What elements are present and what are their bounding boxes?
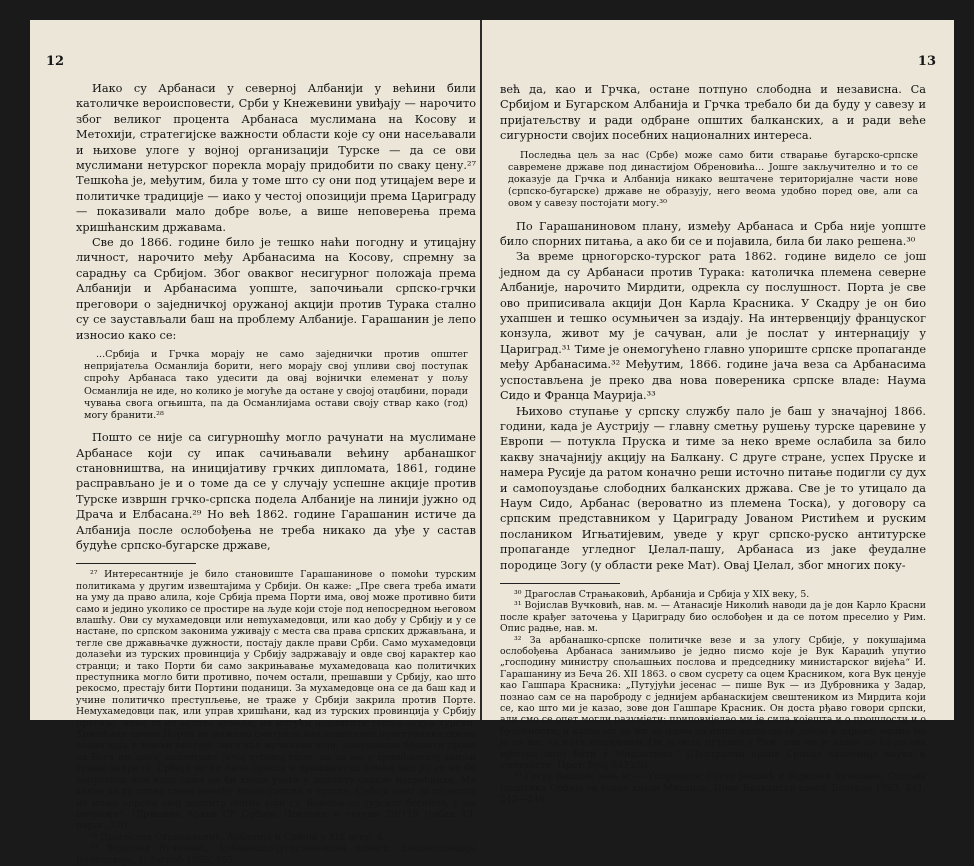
block-quote: Последња цељ за нас (Србе) може само бити стварање бугарско-српске савремене државе под династијом Обреновића... Јошге закључително и то се доказује да Грчка и Албанија никако вештачене територијалне части нове (српско-бугарске) државе не образују, него веома удобно поред ове, али са овом у савезу постојати могу.³⁰ [508,149,918,210]
paragraph: Пошто се није са сигурношћу могло рачунати на муслимане Арбанасе који су ипак сачињавали већину арбанашког становништва, на иницијативу грчких дипломата, 1861, године расправљано је и о томе да се у случају успешне акције против Турске извршн грчко-српска подела Албаније на линији јужно од Драча и Елбасана.²⁹ Но већ 1862. године Гарашанин истиче да Албанија после ослобођења не треба никако да уђе у састав будуће српско-бугарске државе, [76,431,476,552]
paragraph: Иако су Арбанаси у северној Албанији у већини били католичке вероисповести, Срби у Кнежевини увиђају — нарочито због великог процента Арбанаса муслимана на Косову и Метохији, стратегијске важности области које су они насељавали и њихове улоге у војној организацији Турске — да се ови муслимани нетурског порекла морају придобити по сваку цену.²⁷ Тешкоћа је, међутим, била у томе што су они под утицајем вере и политичке традиције — иако у честој опозицији према Цариграду — показивали мало добре воље, а више неповерења према хришћанским државама. [76,82,476,234]
page-number: 12 [46,54,65,69]
footnote: ²⁹ Војислав Вучковић, Арбанашко-југословенски односи. Енциклопедија Југославије, 1. Загреб 1955, 157. [76,843,476,866]
footnote: ³⁰ Драгослав Страњаковић, Арбанија и Србија у XIX веку, 5. [514,588,810,600]
block-quote: ...Србија и Грчка морају не само заједнички против општег непријатеља Османлија борити, него морају свој упливи свој поступак спроћу Арбанаса тако удесити да овај војнички елеменат у пољу Османлија не иде, но колико је могуће да остане у својој отаџбини, поради чувања свога огњишта, па да Османлијама остави своју ствар како (год) могу бранити.²⁸ [84,348,468,421]
page-number: 13 [917,54,936,69]
right-page-body [500,82,926,806]
footnote: ²⁷ Интересантније је било становиште Гарашанинове о помоћи турским политикама у другим извештајима у Србији. Он каже: „Пре свега треба имати на уму да право алила, које Србија према Порти има, овој може противно бити само и једино уколико се простире на људе који стоје под непосредном његовом влашћу. Ови су мухамедовци или неmухамедовци, или као добу у Србију и у се настане, по српском законима уживају с места сва права српских држављана, и теглe све државњачке дужности, постају дакле прави Срби. Само мухамедовци долазећи из турских провинција у Србију задржавају и овде свој карактер као странци; и тако Порти би само закрињавање мухамедоваца као политичких преступника могло бити противно, почем остали, прешавши у Србију, као што рекосмо, престају бити Портини поданици. За мухамедовце она се да баш кад и учине политичко преступљење, не траже у Србији закрила против Порте. Немухамедовци пак, или управ хришћани, кад из турских провинција у Србију прелазе, чине то из велике невоље, не могући поднисити тешки зулум турски. Хришћане према Порти не можемо сматрати као политичке преступнике према влади која у земљи постоји, него као мученике који, покушавши бранити права од Бога им дана, подлегоше јачој суровој сили, па од ње у хришћанској земљи траже закрила. Србија не би била српска и хришћанска земља кад јој се не би допустило или када сама не би хтела узети у заштиту овакве несрећнике. Ма какве да су тесне свезе између владе српске и турске, Србија опет за то нигда не може одрећи овај заштиту онима који су, бежећи од турског беснила, у ње потраже“. (Државни Архив СР Србије. Поклони и откупи 39/119 (габак 13, параг. XII). [76,569,476,832]
footnote-rule [76,563,196,564]
paragraph: За време црногорско-турског рата 1862. године видело се још једном да су Арбанаси против Турака: католичка племена северне Албаније, нарочито Мирдити, одрекла су послушност. Порта је све ово приписивала акцији Дон Карла Красника. У Скадру је он био ухапшен и тешко осумњичен за издају. На интервенцију француског конзула, живот му је сачуван, али је послат у интернацију у Цариград.³¹ Тиме је онемогућено главно упориште српске пропаганде међу Арбанасима.³² Међутим, 1866. године јача веза са Арбанасима успостављена је преко два нова повереника српске владе: Наума Сидо и Франца Маурија.³³ [500,250,926,403]
paragraph: Њихово ступање у српску службу пало је баш у значајној 1866. години, када је Аустрију — главну сметњу рушењу турске царевине у Европи — потукла Пруска и тиме за неко време ослабила за било какву значајнију акцију на Балкану. С друге стране, успех Пруске и намера Русије да ратом коначно реши источно питање подигли су дух и самопоуздање слободних балканских држава. Све је то утицало да Наум Сидо, Арбанас (вероватно из племена Тоска), у договору са српским представником у Цариграду Јованом Ристићем и руским послаником Игњатијевим, уведе у круг српско-руско антитурске пропаганде угледног Џелал-пашу, Арбанаса из јаке феудалне породице Зогу (у области реке Мат). Овај Џелал, због многих поку- [500,404,926,572]
paragraph: По Гарашаниновом плану, између Арбанаса и Срба није уопште било спорних питања, а ако би се и појавила, била би лако решена.³⁰ [500,219,926,249]
paragraph: Све до 1866. године било је тешко наћи погодну и утицајну личност, нарочито међу Арбанасима на Косову, спремну за сарадњу са Србијом. Због оваквог несигурног положаја према Албанији и Арбанасима уопште, започињали српско-грчки преговори о заједничкој оружаној акцији против Турака стално су се заустављали баш на проблему Албаније. Гарашанин је лепо износио како се: [76,236,476,342]
footnote: ³¹ Војислав Вучковић, нав. м. — Атанасије Николић наводи да је дон Карло Красни после крађег заточења у Цариграду био ослобођен и да се потом преселио у Рим. Опис радње, нав. м. [500,600,926,635]
footnote: ³³ Гргур Јакшић, нав. м. — Упоредити: Гргур Јакшић и Војислав Вучковић, Спољна политика Србије за владе кнеза Михаила. Први Балкански савез. Београд 1963, 241, 242—246. [500,771,926,806]
left-page-body [76,81,476,866]
footnote: ²⁸ Драгослав Страњаковић, Арбанија и Србија у XIX веку, 4. [90,831,386,843]
footnote: ³² За арбанашко-српске политичке везе и за улогу Србије, у покушајима ослобођења Арбанаса занимљиво је једно писмо које је Вук Караџић упутио „господину министру спољашњих послова и председнику министарског вијећа“ И. Гарашанину из Беча 26. XII 1863. о свом сусрету са оцем Красником, кога Вук ценује као Гашпара Красника: „Путујући јесенас — пише Вук — из Дубровника у Задар, познао сам се на пароброду с једнијем арбанаскијем свештеником из Мирдита који се, као што ми је казао, зове дон Гашпаре Красник. Он доста рђаво говори српски, али смо се опет могли разумјети; приповиједао ми је сила којешта и о прошлости и о будућности, и казао ми да ми за њима да пише казао да се добро и здраво, молио ме је да вас од њега поздравим. Он је онда путовао у Рим, али ми је казао да ће до два мјесеца опет бити у Мирдитима.“ (Централни архив Српске академије наука и уметности. Прот. број 8433/9). [500,634,926,772]
paragraph: већ да, као и Грчка, остане потпуно слободна и независна. Са Србијом и Бугарском Албанија и Грчка требало би да буду у савезу и пријатељству и ради одбране општих балканских, а и ради веће сигурности својих посебних националних интереса. [500,83,926,143]
left-page [30,20,480,866]
right-page [482,20,954,806]
footnote-rule [500,583,620,584]
